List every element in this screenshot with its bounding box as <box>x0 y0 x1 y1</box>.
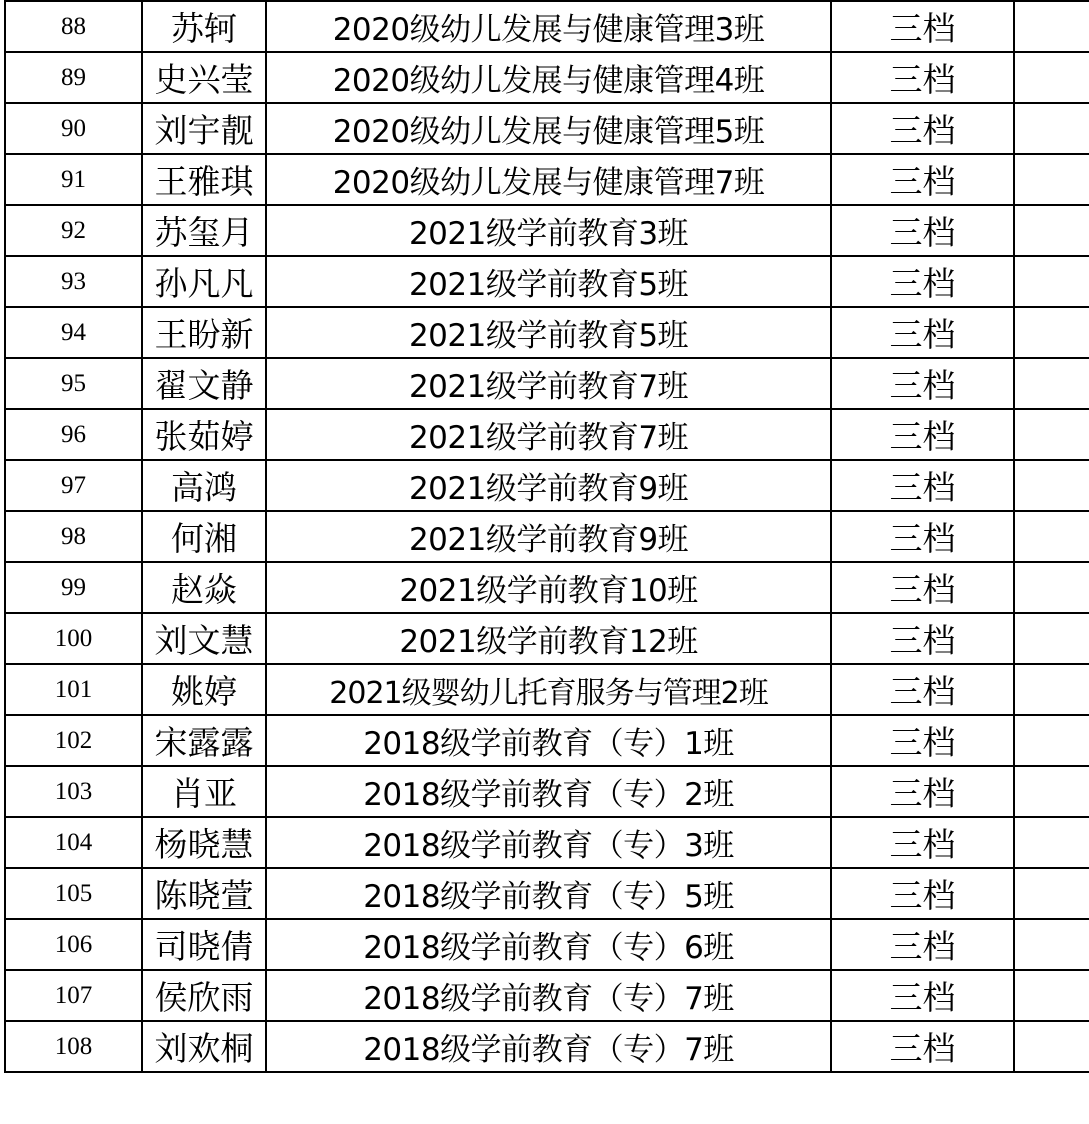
tier-level: 三档 <box>831 766 1014 817</box>
student-name: 翟文静 <box>142 358 266 409</box>
empty-cell <box>1014 613 1089 664</box>
empty-cell <box>1014 868 1089 919</box>
student-name: 何湘 <box>142 511 266 562</box>
class-name: 2021级学前教育7班 <box>266 409 831 460</box>
row-number: 101 <box>5 664 142 715</box>
table-row <box>5 817 1089 868</box>
class-name: 2021级学前教育12班 <box>266 613 831 664</box>
table-row <box>5 154 1089 205</box>
empty-cell <box>1014 1 1089 52</box>
student-name: 刘欢桐 <box>142 1021 266 1072</box>
table-row <box>5 511 1089 562</box>
empty-cell <box>1014 970 1089 1021</box>
class-name: 2021级学前教育7班 <box>266 358 831 409</box>
table-row <box>5 715 1089 766</box>
tier-level: 三档 <box>831 103 1014 154</box>
row-number: 88 <box>5 1 142 52</box>
student-name: 宋露露 <box>142 715 266 766</box>
class-name: 2020级幼儿发展与健康管理4班 <box>266 52 831 103</box>
empty-cell <box>1014 562 1089 613</box>
row-number: 95 <box>5 358 142 409</box>
student-name: 高鸿 <box>142 460 266 511</box>
student-name: 史兴莹 <box>142 52 266 103</box>
tier-level: 三档 <box>831 154 1014 205</box>
table-row <box>5 1 1089 52</box>
tier-level: 三档 <box>831 358 1014 409</box>
tier-level: 三档 <box>831 511 1014 562</box>
empty-cell <box>1014 358 1089 409</box>
empty-cell <box>1014 103 1089 154</box>
empty-cell <box>1014 205 1089 256</box>
student-tier-table <box>4 0 1089 1073</box>
student-name: 司晓倩 <box>142 919 266 970</box>
tier-level: 三档 <box>831 1021 1014 1072</box>
student-name: 肖亚 <box>142 766 266 817</box>
table-row <box>5 307 1089 358</box>
row-number: 99 <box>5 562 142 613</box>
row-number: 102 <box>5 715 142 766</box>
tier-level: 三档 <box>831 52 1014 103</box>
row-number: 94 <box>5 307 142 358</box>
tier-level: 三档 <box>831 409 1014 460</box>
class-name: 2020级幼儿发展与健康管理5班 <box>266 103 831 154</box>
row-number: 105 <box>5 868 142 919</box>
empty-cell <box>1014 307 1089 358</box>
student-name: 苏玺月 <box>142 205 266 256</box>
tier-level: 三档 <box>831 715 1014 766</box>
student-name: 姚婷 <box>142 664 266 715</box>
student-name: 刘宇靓 <box>142 103 266 154</box>
student-name: 苏轲 <box>142 1 266 52</box>
class-name: 2018级学前教育（专）2班 <box>266 766 831 817</box>
table-body <box>5 1 1089 1072</box>
table-row <box>5 919 1089 970</box>
student-name: 王盼新 <box>142 307 266 358</box>
tier-level: 三档 <box>831 307 1014 358</box>
table-row <box>5 205 1089 256</box>
class-name: 2018级学前教育（专）3班 <box>266 817 831 868</box>
row-number: 103 <box>5 766 142 817</box>
class-name: 2020级幼儿发展与健康管理3班 <box>266 1 831 52</box>
student-name: 杨晓慧 <box>142 817 266 868</box>
empty-cell <box>1014 52 1089 103</box>
table-row <box>5 868 1089 919</box>
class-name: 2021级学前教育3班 <box>266 205 831 256</box>
row-number: 104 <box>5 817 142 868</box>
row-number: 107 <box>5 970 142 1021</box>
class-name: 2018级学前教育（专）6班 <box>266 919 831 970</box>
student-name: 王雅琪 <box>142 154 266 205</box>
empty-cell <box>1014 919 1089 970</box>
student-name: 刘文慧 <box>142 613 266 664</box>
class-name: 2018级学前教育（专）7班 <box>266 970 831 1021</box>
row-number: 97 <box>5 460 142 511</box>
row-number: 90 <box>5 103 142 154</box>
table-row <box>5 409 1089 460</box>
table-row <box>5 52 1089 103</box>
empty-cell <box>1014 154 1089 205</box>
tier-level: 三档 <box>831 460 1014 511</box>
class-name: 2018级学前教育（专）1班 <box>266 715 831 766</box>
empty-cell <box>1014 766 1089 817</box>
tier-level: 三档 <box>831 817 1014 868</box>
table-row <box>5 103 1089 154</box>
empty-cell <box>1014 460 1089 511</box>
class-name: 2021级学前教育9班 <box>266 460 831 511</box>
table-row <box>5 562 1089 613</box>
student-name: 张茹婷 <box>142 409 266 460</box>
tier-level: 三档 <box>831 868 1014 919</box>
class-name: 2021级婴幼儿托育服务与管理2班 <box>266 664 831 715</box>
tier-level: 三档 <box>831 970 1014 1021</box>
class-name: 2021级学前教育5班 <box>266 256 831 307</box>
table-row <box>5 1021 1089 1072</box>
empty-cell <box>1014 664 1089 715</box>
row-number: 92 <box>5 205 142 256</box>
tier-level: 三档 <box>831 613 1014 664</box>
tier-level: 三档 <box>831 1 1014 52</box>
row-number: 100 <box>5 613 142 664</box>
tier-level: 三档 <box>831 256 1014 307</box>
tier-level: 三档 <box>831 562 1014 613</box>
class-name: 2018级学前教育（专）5班 <box>266 868 831 919</box>
table-row <box>5 613 1089 664</box>
row-number: 96 <box>5 409 142 460</box>
class-name: 2021级学前教育9班 <box>266 511 831 562</box>
empty-cell <box>1014 256 1089 307</box>
row-number: 93 <box>5 256 142 307</box>
student-name: 侯欣雨 <box>142 970 266 1021</box>
table-row <box>5 460 1089 511</box>
empty-cell <box>1014 511 1089 562</box>
student-name: 孙凡凡 <box>142 256 266 307</box>
row-number: 98 <box>5 511 142 562</box>
class-name: 2018级学前教育（专）7班 <box>266 1021 831 1072</box>
table-row <box>5 664 1089 715</box>
table-row <box>5 358 1089 409</box>
class-name: 2021级学前教育5班 <box>266 307 831 358</box>
tier-level: 三档 <box>831 664 1014 715</box>
empty-cell <box>1014 715 1089 766</box>
table-row <box>5 256 1089 307</box>
row-number: 106 <box>5 919 142 970</box>
class-name: 2021级学前教育10班 <box>266 562 831 613</box>
table-row <box>5 766 1089 817</box>
student-name: 陈晓萱 <box>142 868 266 919</box>
class-name: 2020级幼儿发展与健康管理7班 <box>266 154 831 205</box>
table-row <box>5 970 1089 1021</box>
empty-cell <box>1014 1021 1089 1072</box>
empty-cell <box>1014 409 1089 460</box>
tier-level: 三档 <box>831 205 1014 256</box>
row-number: 89 <box>5 52 142 103</box>
student-name: 赵焱 <box>142 562 266 613</box>
row-number: 91 <box>5 154 142 205</box>
row-number: 108 <box>5 1021 142 1072</box>
empty-cell <box>1014 817 1089 868</box>
tier-level: 三档 <box>831 919 1014 970</box>
